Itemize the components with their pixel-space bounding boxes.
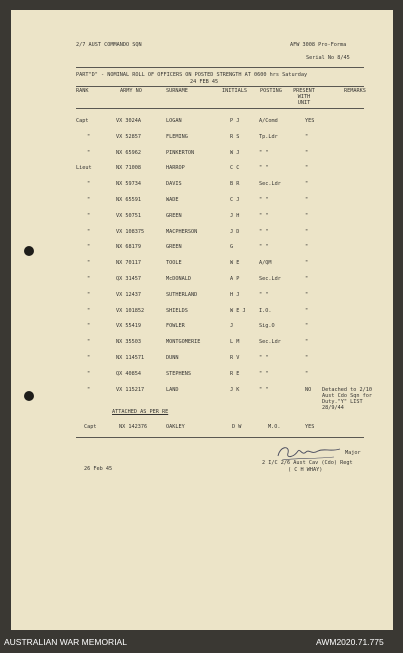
archive-reference: AWM2020.71.775: [316, 637, 384, 647]
row-posting: " ": [259, 165, 269, 172]
row-initials: R S: [230, 133, 240, 140]
serial-number: Serial No 8/45: [306, 55, 350, 61]
row-rank: ": [87, 355, 91, 361]
row-surname: MONTGOMERIE: [166, 339, 201, 346]
row-posting: " ": [259, 291, 269, 298]
roll-title: PART"D" - NOMINAL ROLL OF OFFICERS ON POSTED STRENGTH AT 0600 hrs Saturday: [76, 72, 308, 78]
attached-rank: Capt: [84, 424, 97, 430]
rule: [76, 437, 364, 438]
signed-date: 26 Feb 45: [84, 466, 113, 472]
row-surname: DAVIS: [166, 181, 182, 188]
punch-hole: [24, 246, 34, 256]
row-army-no: VX 55419: [116, 323, 141, 330]
signatory-name: ( C H WHAY): [288, 467, 323, 473]
attached-posting: M.O.: [268, 424, 281, 430]
row-initials: H J: [230, 291, 240, 298]
row-present: ": [305, 291, 309, 298]
row-surname: DUNN: [166, 355, 179, 361]
row-initials: W E: [230, 260, 240, 267]
row-army-no: NX 65962: [116, 149, 141, 156]
row-army-no: VX 108375: [116, 228, 145, 235]
row-surname: GREEN: [166, 212, 182, 219]
signatory-unit: 2 I/C 2/6 Aust Cav (Cdo) Regt: [262, 460, 353, 466]
row-present: ": [305, 244, 309, 251]
row-army-no: NX 35503: [116, 339, 141, 346]
col-present: PRESENT WITH UNIT: [293, 88, 315, 106]
attached-present: YES: [305, 424, 315, 430]
row-army-no: VX 52857: [116, 133, 141, 140]
row-army-no: VX 50751: [116, 212, 141, 219]
row-initials: J: [230, 323, 234, 330]
row-posting: " ": [259, 355, 269, 361]
row-army-no: NX 65591: [116, 197, 141, 203]
row-present: ": [305, 355, 309, 361]
row-initials: W J: [230, 149, 240, 156]
document-page: [11, 10, 393, 630]
row-rank: ": [87, 181, 91, 188]
row-rank: ": [87, 323, 91, 330]
row-rank: ": [87, 307, 91, 314]
row-surname: SUTHERLAND: [166, 291, 198, 298]
row-army-no: NX 68179: [116, 244, 141, 251]
row-rank: ": [87, 212, 91, 219]
col-initials: INITIALS: [222, 88, 247, 94]
row-rank: ": [87, 260, 91, 267]
row-surname: TOOLE: [166, 260, 182, 267]
col-army-no: ARMY NO: [120, 88, 142, 94]
row-rank: ": [87, 244, 91, 251]
row-rank: ": [87, 149, 91, 156]
row-army-no: VX 3024A: [116, 118, 141, 124]
row-army-no: QX 31457: [116, 276, 141, 282]
row-posting: " ": [259, 244, 269, 251]
row-surname: GREEN: [166, 244, 182, 251]
row-posting: I.O.: [259, 307, 272, 314]
row-initials: C J: [230, 197, 240, 203]
row-posting: Sig.O: [259, 323, 275, 330]
row-present: ": [305, 307, 309, 314]
row-surname: FOWLER: [166, 323, 185, 330]
row-posting: " ": [259, 386, 269, 393]
row-surname: PINKERTON: [166, 149, 195, 156]
row-present: NO: [305, 386, 312, 393]
row-initials: J H: [230, 212, 240, 219]
rule: [76, 86, 364, 87]
row-surname: WADE: [166, 197, 179, 203]
rule: [76, 67, 364, 68]
punch-hole: [24, 391, 34, 401]
attached-initials: D W: [232, 424, 242, 430]
row-surname: LOGAN: [166, 118, 182, 124]
row-initials: C C: [230, 165, 240, 172]
row-army-no: VX 12437: [116, 291, 141, 298]
row-present: ": [305, 165, 309, 172]
signatory-rank: Major: [345, 450, 361, 456]
row-initials: P J: [230, 118, 240, 124]
row-surname: HARROP: [166, 165, 185, 172]
col-remarks: REMARKS: [344, 88, 366, 94]
row-rank: ": [87, 197, 91, 203]
row-posting: " ": [259, 149, 269, 156]
row-rank: ": [87, 276, 91, 282]
row-posting: " ": [259, 228, 269, 235]
row-present: ": [305, 212, 309, 219]
attached-heading: ATTACHED AS PER RE: [112, 409, 169, 415]
row-remarks: Detached to 2/10 Aust Cdo Sqn for Duty."Y" LIST 28/9/44: [322, 386, 372, 411]
row-surname: LAND: [166, 386, 179, 393]
attached-army-no: NX 142376: [119, 424, 148, 430]
row-initials: J K: [230, 386, 240, 393]
row-present: ": [305, 181, 309, 188]
row-posting: Sec.Ldr: [259, 276, 281, 282]
row-army-no: NX 114571: [116, 355, 145, 361]
row-initials: G: [230, 244, 234, 251]
row-rank: ": [87, 339, 91, 346]
row-present: YES: [305, 118, 315, 124]
row-initials: A P: [230, 276, 240, 282]
row-initials: J D: [230, 228, 240, 235]
row-army-no: NX 59734: [116, 181, 141, 188]
row-posting: A/Comd: [259, 118, 278, 124]
roll-date: 24 FEB 45: [190, 79, 219, 85]
row-surname: SHIELDS: [166, 307, 188, 314]
row-initials: W E J: [230, 307, 246, 314]
col-posting: POSTING: [260, 88, 282, 94]
row-army-no: NX 71008: [116, 165, 141, 172]
rule: [76, 108, 364, 109]
row-present: ": [305, 228, 309, 235]
form-number: AFW 3008 Pro-Forma: [290, 42, 347, 48]
row-posting: Tp.Ldr: [259, 133, 278, 140]
row-initials: B R: [230, 181, 240, 188]
row-posting: " ": [259, 370, 269, 377]
row-surname: STEPHENS: [166, 370, 191, 377]
row-army-no: QX 40854: [116, 370, 141, 377]
row-posting: Sec.Ldr: [259, 181, 281, 188]
row-present: ": [305, 133, 309, 140]
row-rank: ": [87, 133, 91, 140]
row-rank: ": [87, 291, 91, 298]
row-rank: Lieut: [76, 165, 92, 172]
col-rank: RANK: [76, 88, 89, 94]
row-army-no: VX 115217: [116, 386, 145, 393]
row-surname: McDONALD: [166, 276, 191, 282]
row-posting: Sec.Ldr: [259, 339, 281, 346]
row-present: ": [305, 323, 309, 330]
row-rank: ": [87, 386, 91, 393]
row-present: ": [305, 260, 309, 267]
row-army-no: VX 101852: [116, 307, 145, 314]
row-initials: R V: [230, 355, 240, 361]
row-initials: R E: [230, 370, 240, 377]
unit-name: 2/7 AUST COMMANDO SQN: [76, 42, 142, 48]
row-present: ": [305, 276, 309, 282]
row-present: ": [305, 197, 309, 203]
row-posting: A/QM: [259, 260, 272, 267]
archive-caption: AUSTRALIAN WAR MEMORIAL: [4, 637, 127, 647]
row-rank: ": [87, 228, 91, 235]
row-posting: " ": [259, 212, 269, 219]
row-posting: " ": [259, 197, 269, 203]
attached-surname: OAKLEY: [166, 424, 185, 430]
row-rank: Capt: [76, 118, 89, 124]
row-surname: MACPHERSON: [166, 228, 198, 235]
row-surname: FLEMING: [166, 133, 188, 140]
row-present: ": [305, 370, 309, 377]
row-army-no: NX 70117: [116, 260, 141, 267]
row-initials: L M: [230, 339, 240, 346]
row-rank: ": [87, 370, 91, 377]
row-present: ": [305, 339, 309, 346]
col-surname: SURNAME: [166, 88, 188, 94]
row-present: ": [305, 149, 309, 156]
